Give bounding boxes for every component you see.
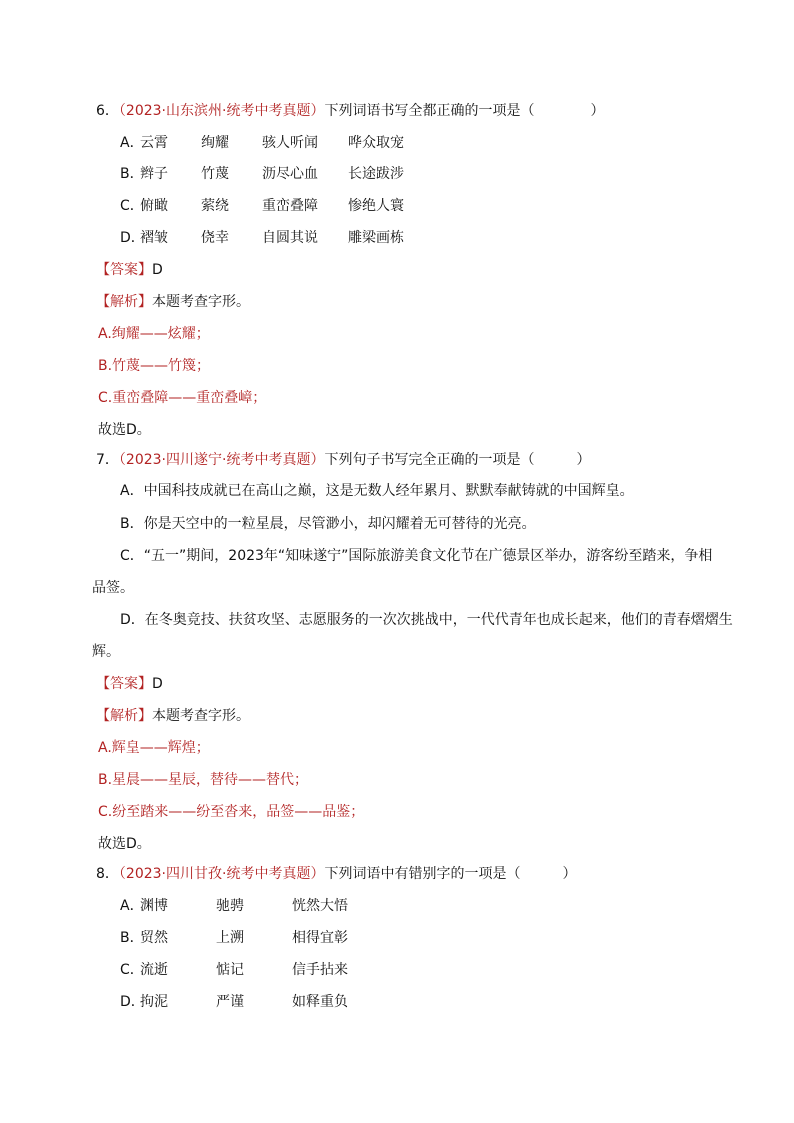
option-word: 惨绝人寰 <box>348 198 404 214</box>
q7-option-d-line2: 辉。 <box>92 644 120 660</box>
q8-source: （2023·四川甘孜·统考中考真题） <box>118 866 325 882</box>
q8-number: 8． <box>96 866 119 882</box>
option-word: 渊博 <box>140 898 168 914</box>
q8-stem-line <box>96 864 576 884</box>
answer-tag: 【答案】 <box>96 676 152 692</box>
option-word: 如释重负 <box>292 994 348 1010</box>
analysis-text: 本题考查字形。 <box>152 294 250 310</box>
option-label: A． <box>120 135 144 151</box>
q6-analysis <box>96 292 250 312</box>
q7-stem-line <box>96 450 590 470</box>
q7-correction-a: A.辉皇——辉煌； <box>98 740 210 756</box>
q7-stem: 下列句子书写完全正确的一项是（ ） <box>324 452 591 468</box>
option-word: 上溯 <box>216 930 244 946</box>
option-word: 骇人听闻 <box>262 135 318 151</box>
option-label: C． <box>120 198 144 214</box>
option-label: B． <box>120 166 144 182</box>
option-word: 辫子 <box>140 166 168 182</box>
analysis-text: 本题考查字形。 <box>152 708 250 724</box>
option-word: 绚耀 <box>201 135 229 151</box>
option-label: C． <box>120 962 144 978</box>
q6-source: （2023·山东滨州·统考中考真题） <box>118 103 325 119</box>
analysis-tag: 【解析】 <box>96 294 152 310</box>
option-label: D． <box>120 994 145 1010</box>
option-word: 云霄 <box>140 135 168 151</box>
q7-option-a: A．中国科技成就已在高山之巅，这是无数人经年累月、默默奉献铸就的中国辉皇。 <box>120 483 634 499</box>
q8-stem: 下列词语中有错别字的一项是（ ） <box>324 866 577 882</box>
option-word: 流逝 <box>140 962 168 978</box>
option-word: 自圆其说 <box>262 230 318 246</box>
option-word: 相得宜彰 <box>292 930 348 946</box>
q7-correction-c: C.纷至踏来——纷至沓来，品签——品鉴； <box>98 804 365 820</box>
option-label: B． <box>120 930 144 946</box>
option-label: A． <box>120 898 144 914</box>
q6-conclusion: 故选D。 <box>98 422 151 438</box>
option-word: 雕梁画栋 <box>348 230 404 246</box>
option-word: 重峦叠障 <box>262 198 318 214</box>
option-word: 恍然大悟 <box>292 898 348 914</box>
option-word: 驰骋 <box>216 898 244 914</box>
q7-option-c-line2: 品签。 <box>92 580 134 596</box>
option-word: 萦绕 <box>201 198 229 214</box>
q6-stem-line <box>96 101 604 121</box>
q7-option-d-line1: D．在冬奥竞技、扶贫攻坚、志愿服务的一次次挑战中，一代代青年也成长起来，他们的青春熠熠生 <box>120 612 733 628</box>
q7-analysis <box>96 706 250 726</box>
answer-value: D <box>152 262 163 278</box>
option-word: 拘泥 <box>140 994 168 1010</box>
q7-source: （2023·四川遂宁·统考中考真题） <box>118 452 325 468</box>
option-word: 俯瞰 <box>140 198 168 214</box>
option-word: 哗众取宠 <box>348 135 404 151</box>
option-word: 信手拈来 <box>292 962 348 978</box>
q6-correction-b: B.竹蔑——竹篾； <box>98 358 211 374</box>
analysis-tag: 【解析】 <box>96 708 152 724</box>
q6-correction-a: A.绚耀——炫耀； <box>98 326 210 342</box>
q7-conclusion: 故选D。 <box>98 836 151 852</box>
answer-tag: 【答案】 <box>96 262 152 278</box>
option-word: 侥幸 <box>201 230 229 246</box>
q7-answer <box>96 674 163 694</box>
option-word: 惦记 <box>216 962 244 978</box>
option-word: 竹蔑 <box>201 166 229 182</box>
option-word: 沥尽心血 <box>262 166 318 182</box>
option-word: 长途跋涉 <box>348 166 404 182</box>
q7-correction-b: B.星晨——星辰，替待——替代； <box>98 772 309 788</box>
q7-option-b: B．你是天空中的一粒星晨，尽管渺小，却闪耀着无可替待的光亮。 <box>120 516 536 532</box>
q7-number: 7． <box>96 452 119 468</box>
answer-value: D <box>152 676 163 692</box>
q6-number: 6． <box>96 103 119 119</box>
q7-option-c-line1: C．“五一”期间，2023年“知味遂宁”国际旅游美食文化节在广德景区举办，游客纷至踏来，争相 <box>120 548 713 564</box>
option-label: D． <box>120 230 145 246</box>
option-word: 贸然 <box>140 930 168 946</box>
option-word: 褶皱 <box>140 230 168 246</box>
q6-answer <box>96 260 163 280</box>
option-word: 严谨 <box>216 994 244 1010</box>
q6-correction-c: C.重峦叠障——重峦叠嶂； <box>98 390 267 406</box>
q6-stem: 下列词语书写全都正确的一项是（ ） <box>324 103 605 119</box>
